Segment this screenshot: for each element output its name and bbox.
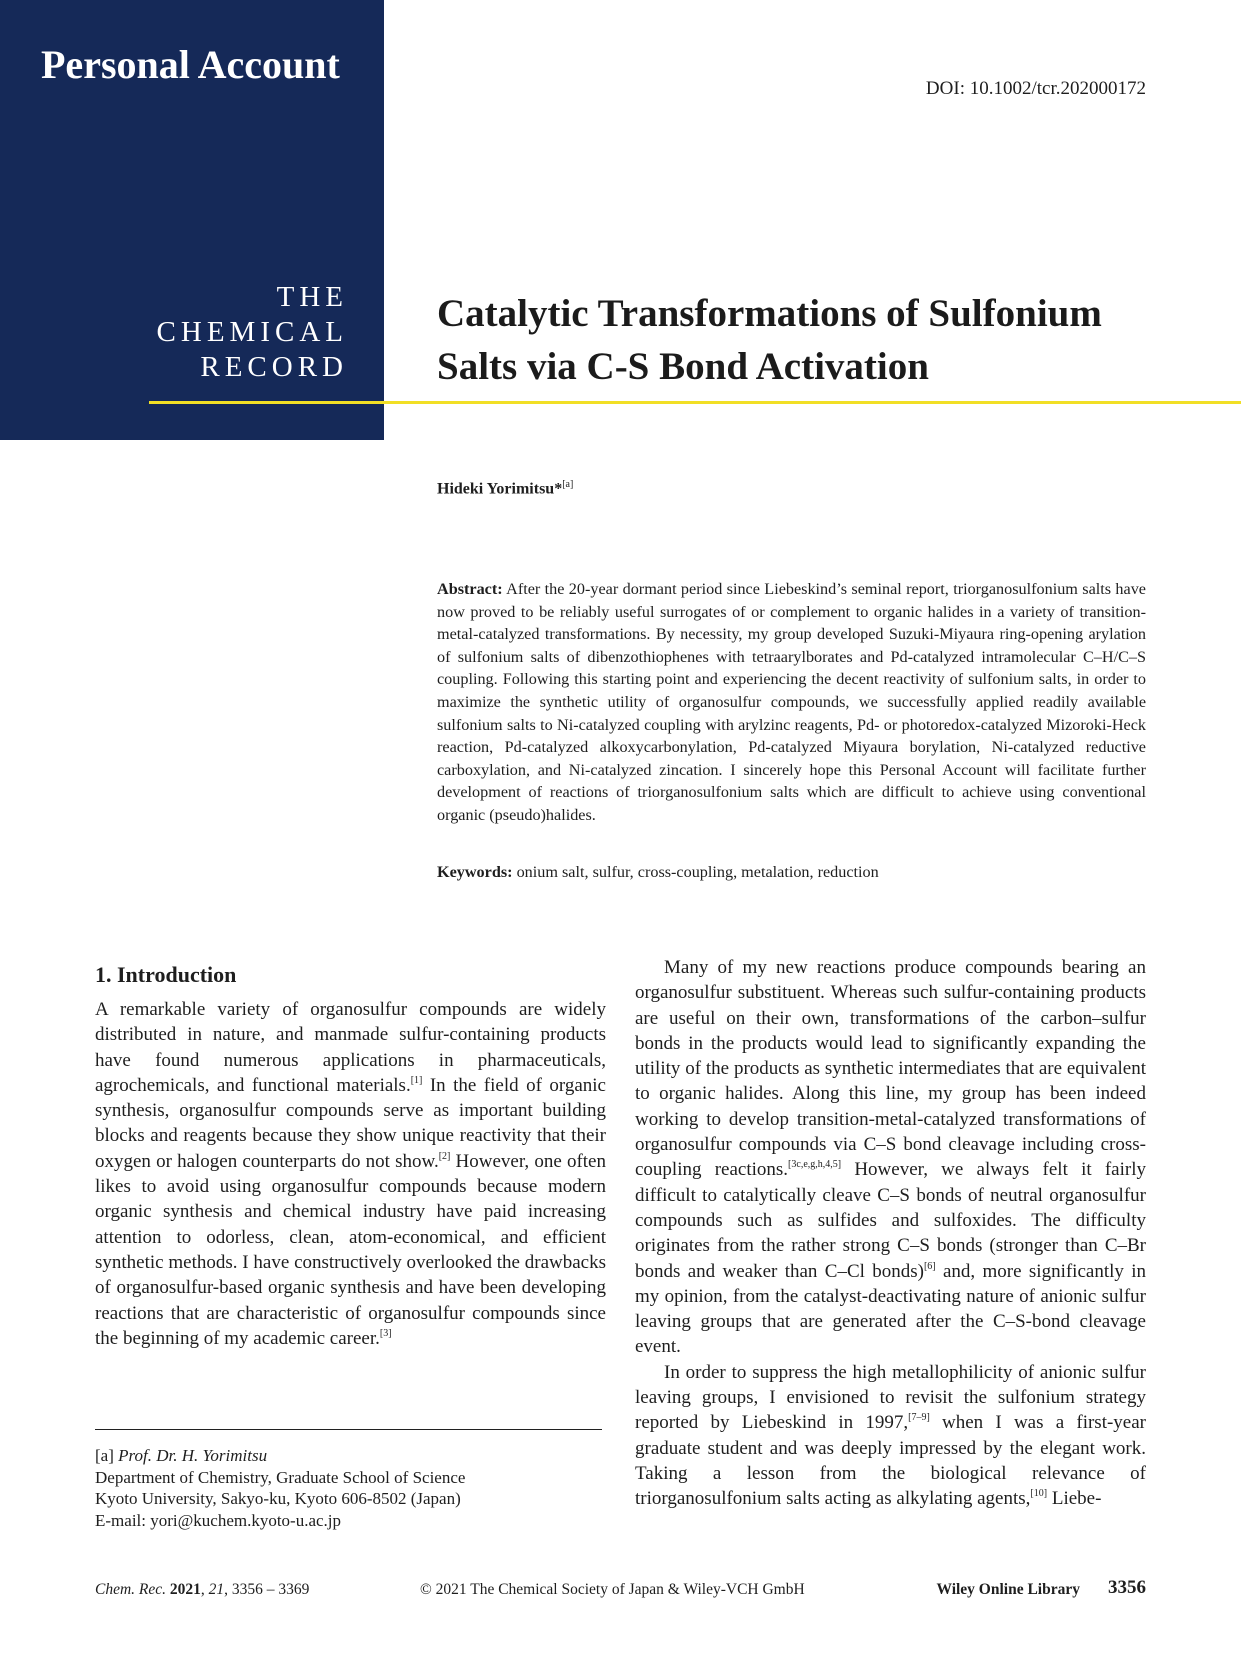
introduction-heading: 1. Introduction [95, 962, 237, 987]
body-text: However, we always felt it fairly difficult to catalytically cleave C–S bonds of neutral organosulfur compounds such as sulfides and sulfoxides. The difficulty originates from the rather strong C–S bonds (stronger than C–Br bonds and weaker than C–Cl bonds) [635, 1159, 1146, 1282]
article-title-line: Catalytic Transformations of Sulfonium [437, 292, 1102, 335]
author-name: Hideki Yorimitsu* [437, 480, 563, 498]
footer-library: Wiley Online Library [936, 1581, 1080, 1598]
journal-banner [0, 0, 384, 440]
article-title-line: Salts via C-S Bond Activation [437, 345, 929, 388]
body-text: when I was a first-year graduate student and was deeply impressed by the elegant work. Taking a lesson from the biological relevance of triorganosulfonium salts acting as alkylating agents, [635, 1412, 1146, 1510]
abstract [437, 578, 1146, 827]
keywords [437, 861, 1146, 883]
citation-ref: [3] [379, 1327, 392, 1339]
section-type-label: Personal Account [41, 42, 340, 87]
footnote-department: Department of Chemistry, Graduate School of Science [95, 1467, 466, 1487]
journal-name [48, 280, 348, 385]
citation-ref: [7–9] [908, 1412, 930, 1424]
body-text: In order to suppress the high metallophilicity of anionic sulfur leaving groups, I envisioned to revisit the sulfonium strategy reported by Liebeskind in 1997, [635, 1361, 1146, 1434]
author-affiliation-mark: [a] [562, 479, 574, 490]
footnote-author [95, 1445, 605, 1467]
body-paragraph [635, 1360, 1146, 1512]
body-text: and, more significantly in my opinion, from the catalyst-deactivating nature of anionic sulfur leaving groups that are generated after the C–S-bond cleavage event. [635, 1260, 1147, 1358]
body-text: However, one often likes to avoid using organosulfur compounds because modern organic synthesis and chemical industry have paid increasing attention to odorless, clean, atom-economical, and efficient synthetic methods. I have constructively overlooked the drawbacks of organosulfur-based organic synthesis and have been developing reactions that are characteristic of organosulfur compounds since the beginning of my academic career. [95, 1150, 606, 1349]
footer-volume: 21 [208, 1581, 225, 1598]
article-title [437, 287, 1157, 393]
footer-page-number: 3356 [1108, 1577, 1146, 1598]
right-column [635, 955, 1146, 1512]
page-footer [95, 1578, 1146, 1602]
footnote-email: E-mail: yori@kuchem.kyoto-u.ac.jp [95, 1510, 342, 1530]
footer-pages: 3356 – 3369 [231, 1581, 310, 1598]
affiliation-footnote [95, 1445, 605, 1531]
footnote-prefix: [a] [95, 1446, 119, 1465]
citation-ref: [6] [923, 1260, 936, 1272]
footnote-address: Kyoto University, Sakyo-ku, Kyoto 606-8502 (Japan) [95, 1489, 461, 1508]
citation-ref: [3c,e,g,h,4,5] [788, 1159, 842, 1171]
abstract-text: After the 20-year dormant period since Liebeskind’s seminal report, triorganosulfonium salts have now proved to be reliably useful surrogates of or complement to organic halides in a variety of transition-metal-catalyzed transformations. By necessity, my group developed Suzuki-Miyaura ring-opening arylation of sulfonium salts of dibenzothiophenes with tetraarylborates and Pd-catalyzed intramolecular C–H/C–S coupling. Following this starting point and experiencing the decent reactivity of sulfonium salts, in order to maximize the synthetic utility of organosulfur compounds, we successfully applied readily available sulfonium salts to Ni-catalyzed coupling with arylzinc reagents, Pd- or photoredox-catalyzed Mizoroki-Heck reaction, Pd-catalyzed alkoxycarbonylation, Pd-catalyzed Miyaura borylation, Ni-catalyzed reductive carboxylation, and Ni-catalyzed zincation. I sincerely hope this Personal Account will facilitate further development of reactions of triorganosulfonium salts which are difficult to achieve using conventional organic (pseudo)halides. [437, 580, 1146, 824]
body-text: Many of my new reactions produce compounds bearing an organosulfur substituent. Whereas such sulfur-containing products are useful on their own, transformations of the carbon–sulfur bonds in the products would lead to significantly expanding the utility of the products as synthetic intermediates that are equivalent to organic halides. Along this line, my group has been indeed working to develop transition-metal-catalyzed transformations of organosulfur compounds via C–S bond cleavage including cross-coupling reactions. [635, 957, 1146, 1181]
citation-ref: [1] [410, 1074, 423, 1086]
footer-citation: Chem. Rec. 2021, 21, 3356 – 3369 [95, 1581, 310, 1598]
body-text: A remarkable variety of organosulfur compounds are widely distributed in nature, and manmade sulfur-containing products have found numerous applications in pharmaceuticals, agrochemicals, and functional materials. [95, 999, 606, 1096]
author-line [437, 474, 573, 500]
citation-ref: [2] [438, 1150, 451, 1162]
journal-name-line: THE [276, 281, 348, 313]
footnote-divider [95, 1429, 602, 1430]
abstract-label: Abstract: [437, 580, 503, 598]
keywords-text: onium salt, sulfur, cross-coupling, metalation, reduction [516, 863, 879, 881]
doi: DOI: 10.1002/tcr.202000172 [925, 78, 1146, 99]
left-column [95, 955, 606, 1351]
footer-year: 2021 [169, 1581, 201, 1598]
body-paragraph [635, 955, 1146, 1360]
citation-ref: [10] [1030, 1488, 1048, 1500]
journal-name-line: CHEMICAL [156, 316, 348, 348]
title-underline [149, 401, 1241, 404]
journal-name-line: RECORD [200, 351, 348, 383]
introduction-paragraph [95, 997, 606, 1351]
keywords-label: Keywords: [437, 863, 513, 881]
footnote-name: Prof. Dr. H. Yorimitsu [118, 1446, 268, 1465]
body-text: In the field of organic synthesis, organosulfur compounds serve as important building blocks and reagents because they show unique reactivity that their oxygen or halogen counterparts do not show. [95, 1074, 606, 1172]
footer-copyright: © 2021 The Chemical Society of Japan & Wiley-VCH GmbH [420, 1581, 805, 1598]
body-text: Liebe- [1047, 1488, 1102, 1510]
footer-journal-abbrev: Chem. Rec. [95, 1581, 167, 1598]
